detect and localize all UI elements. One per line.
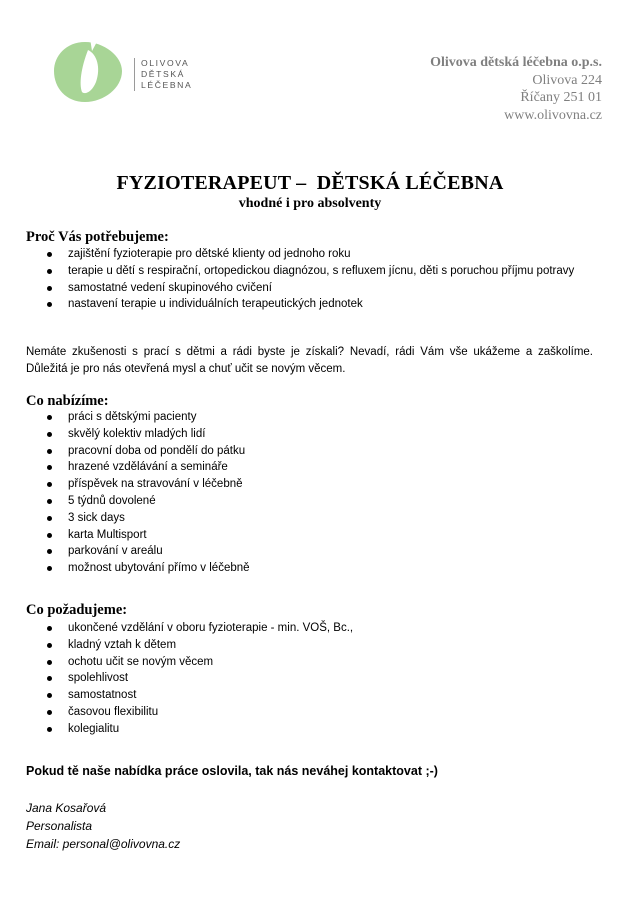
list-require <box>0 620 588 738</box>
section-heading-offer: Co nabízíme: <box>26 393 109 409</box>
contact-email[interactable]: Email: personal@olivovna.cz <box>26 837 181 851</box>
list-item: ukončené vzdělání v oboru fyzioterapie - min. VOŠ, Bc., <box>0 620 588 637</box>
olive-leaf-icon <box>52 38 128 104</box>
logo <box>52 38 192 104</box>
list-item: skvělý kolektiv mladých lidí <box>0 426 588 443</box>
list-item: terapie u dětí s respirační, ortopedickou diagnózou, s refluxem jícnu, děti s poruchou příjmu potravy <box>0 263 588 280</box>
list-item: zajištění fyzioterapie pro dětské klienty od jednoho roku <box>0 246 588 263</box>
section-heading-require: Co požadujeme: <box>26 602 128 618</box>
address-block <box>430 54 602 124</box>
list-item: kladný vztah k dětem <box>0 637 588 654</box>
logo-line-2: DĚTSKÁ <box>141 69 185 79</box>
list-item: kolegialitu <box>0 721 588 738</box>
list-item: pracovní doba od pondělí do pátku <box>0 443 588 460</box>
list-item: spolehlivost <box>0 670 588 687</box>
list-item: samostatnost <box>0 687 588 704</box>
section-heading-need: Proč Vás potřebujeme: <box>26 229 169 245</box>
list-item: možnost ubytování přímo v léčebně <box>0 560 588 577</box>
list-item: ochotu učit se novým věcem <box>0 654 588 671</box>
list-item: příspěvek na stravování v léčebně <box>0 476 588 493</box>
city-address: Říčany 251 01 <box>520 90 602 105</box>
street-address: Olivova 224 <box>532 72 602 88</box>
call-to-action: Pokud tě naše nabídka práce oslovila, tak nás neváhej kontaktovat ;-) <box>26 764 438 778</box>
list-offer <box>0 409 588 577</box>
job-subtitle: vhodné i pro absolventy <box>238 196 382 211</box>
list-item: samostatné vedení skupinového cvičení <box>0 280 588 297</box>
list-item: parkování v areálu <box>0 543 588 560</box>
list-item: nastavení terapie u individuálních terapeutických jednotek <box>0 296 588 313</box>
contact-signature <box>26 799 180 853</box>
contact-role: Personalista <box>26 819 93 833</box>
list-need <box>0 246 588 313</box>
list-item: 5 týdnů dovolené <box>0 493 588 510</box>
intro-paragraph: Nemáte zkušenosti s prací s dětmi a rádi byste je získali? Nevadí, rádi Vám vše ukážeme a zaškolíme. Důležitá je pro nás otevřená mysl a chuť učit se novým věcem. <box>26 346 593 375</box>
organization-name: Olivova dětská léčebna o.p.s. <box>430 55 602 70</box>
list-item: hrazené vzdělávání a semináře <box>0 459 588 476</box>
list-item: 3 sick days <box>0 510 588 527</box>
contact-name: Jana Kosařová <box>26 801 107 815</box>
list-item: časovou flexibilitu <box>0 704 588 721</box>
website[interactable]: www.olivovna.cz <box>504 107 602 123</box>
logo-line-1: OLIVOVA <box>141 58 190 68</box>
list-item: práci s dětskými pacienty <box>0 409 588 426</box>
logo-wordmark <box>134 58 192 91</box>
logo-line-3: LÉČEBNA <box>141 80 193 90</box>
job-title: FYZIOTERAPEUT – DĚTSKÁ LÉČEBNA <box>116 172 504 194</box>
list-item: karta Multisport <box>0 527 588 544</box>
